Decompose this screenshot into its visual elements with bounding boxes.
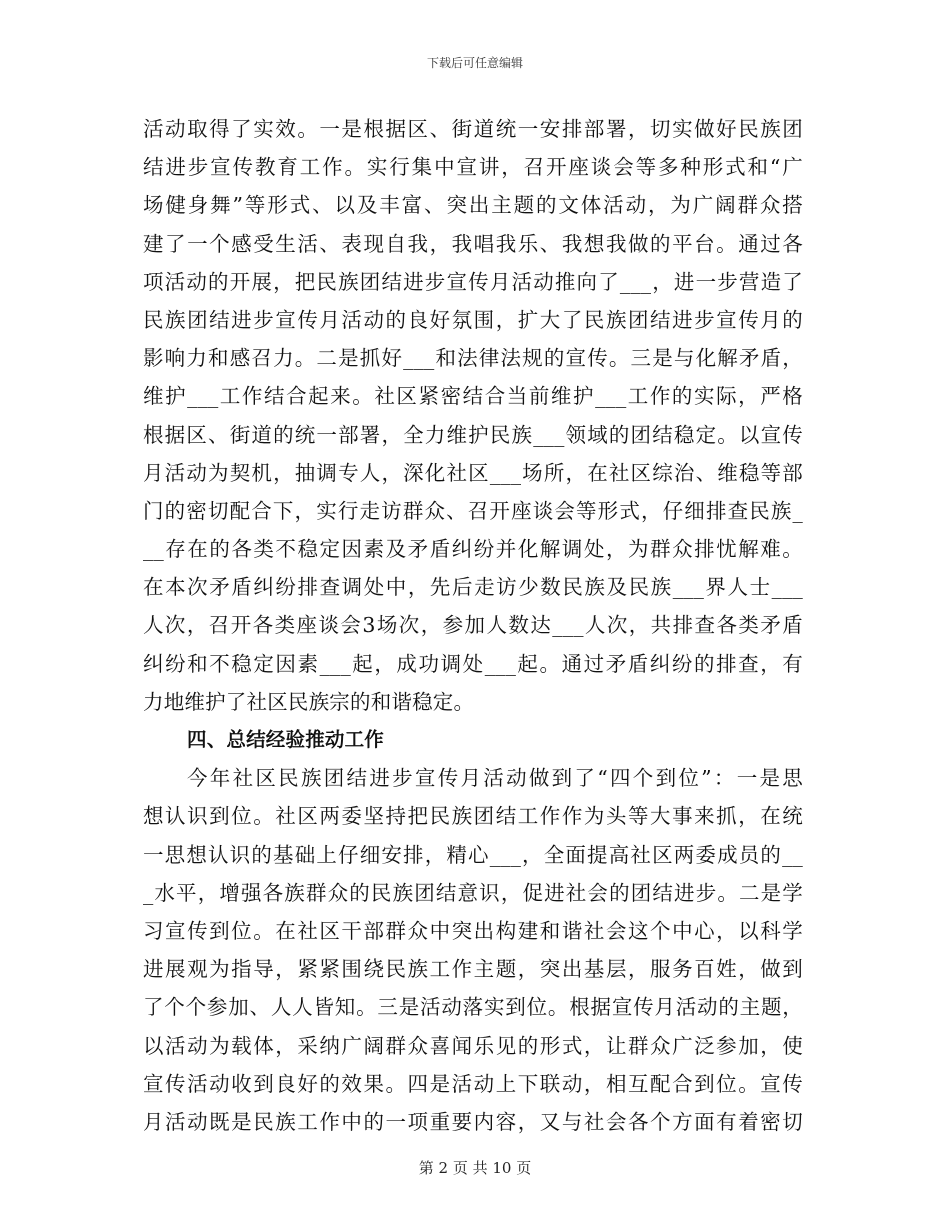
paragraph-line: 活动取得了实效。一是根据区、街道统一安排部署，切实做好民族团	[143, 117, 803, 141]
paragraph-line: 以活动为载体，采纳广阔群众喜闻乐见的形式，让群众广泛参加，使	[143, 1033, 803, 1058]
paragraph-line: 习宣传到位。在社区干部群众中突出构建和谐社会这个中心，以科学	[143, 918, 803, 943]
paragraph-line: 力地维护了社区民族宗的和谐稳定。	[143, 689, 475, 714]
paragraph-line: 根据区、街道的统一部署，全力维护民族___领域的团结稳定。以宣传	[143, 422, 803, 447]
paragraph-line: 人次，召开各类座谈会3场次，参加人数达___人次，共排查各类矛盾	[143, 613, 803, 638]
paragraph-line: _水平，增强各族群众的民族团结意识，促进社会的团结进步。二是学	[143, 880, 803, 905]
section-heading: 四、总结经验推动工作	[187, 728, 385, 751]
paragraph-line: 今年社区民族团结进步宣传月活动做到了“四个到位”：一是思	[187, 766, 803, 791]
paragraph-line: 建了一个感受生活、表现自我，我唱我乐、我想我做的平台。通过各	[143, 231, 803, 256]
paragraph-line: 想认识到位。社区两委坚持把民族团结工作作为头等大事来抓，在统	[143, 804, 803, 829]
paragraph-line: 影响力和感召力。二是抓好___和法律法规的宣传。三是与化解矛盾，	[143, 346, 803, 371]
paragraph-line: 门的密切配合下，实行走访群众、召开座谈会等形式，仔细排查民族_	[143, 498, 803, 523]
paragraph-line: 项活动的开展，把民族团结进步宣传月活动推向了___，进一步营造了	[143, 269, 803, 294]
paragraph-line: __存在的各类不稳定因素及矛盾纠纷并化解调处，为群众排忧解难。	[143, 537, 803, 562]
paragraph-line: 一思想认识的基础上仔细安排，精心___，全面提高社区两委成员的__	[143, 842, 803, 867]
paragraph-line: 月活动为契机，抽调专人，深化社区___场所，在社区综治、维稳等部	[143, 460, 803, 485]
paragraph-line: 在本次矛盾纠纷排查调处中，先后走访少数民族及民族___界人士___	[143, 575, 803, 600]
paragraph-line: 月活动既是民族工作中的一项重要内容，又与社会各个方面有着密切	[143, 1109, 803, 1134]
document-body	[143, 110, 803, 1141]
paragraph-line: 宣传活动收到良好的效果。四是活动上下联动，相互配合到位。宣传	[143, 1071, 803, 1096]
paragraph-line: 了个个参加、人人皆知。三是活动落实到位。根据宣传月活动的主题，	[143, 995, 803, 1020]
paragraph-line: 结进步宣传教育工作。实行集中宣讲，召开座谈会等多种形式和“广	[143, 155, 803, 180]
paragraph-line: 进展观为指导，紧紧围绕民族工作主题，突出基层，服务百姓，做到	[143, 957, 803, 982]
page-footer: 第 2 页 共 10 页	[418, 1159, 532, 1177]
paragraph-line: 纠纷和不稳定因素___起，成功调处___起。通过矛盾纠纷的排查，有	[143, 651, 803, 676]
paragraph-line: 民族团结进步宣传月活动的良好氛围，扩大了民族团结进步宣传月的	[143, 307, 803, 332]
paragraph-line: 场健身舞”等形式、以及丰富、突出主题的文体活动，为广阔群众搭	[143, 193, 803, 218]
paragraph-line: 维护___工作结合起来。社区紧密结合当前维护___工作的实际，严格	[143, 384, 803, 409]
page-header: 下载后可任意编辑	[426, 56, 523, 70]
